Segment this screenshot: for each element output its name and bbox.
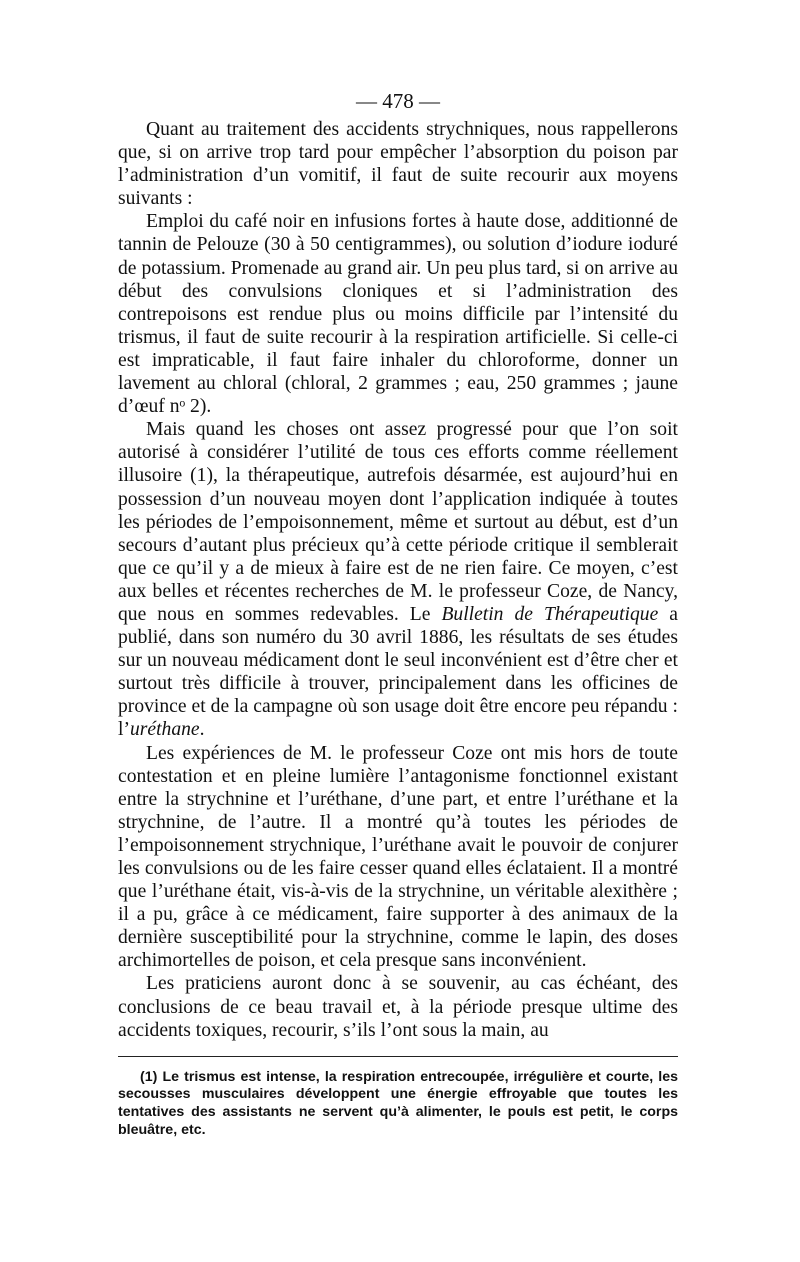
drug-name: uréthane bbox=[129, 719, 200, 741]
paragraph-treatment-intro bbox=[118, 118, 678, 210]
footnote: (1) Le trismus est intense, la respiration entrecoupée, irrégulière et courte, les secousses musculaires développent une énergie effroyable que toutes les tentatives des assistants ne servent qu’à alimenter, le pouls est petit, le corps bleuâtre, etc. bbox=[118, 1068, 678, 1138]
paragraph-text: Mais quand les choses ont assez progressé pour que l’on soit autorisé à considérer l’utilité de tous ces efforts comme réellement illusoire (1), la thérapeutique, autrefois désarmée, est aujourd’hui en possession d’un nouveau moyen dont l’application indiquée à toutes les périodes de l’empoisonnement, même et surtout au début, est d’un secours d’autant plus précieux qu’à cette période critique il semblerait que ce qu’il y a de mieux à faire est de ne rien faire. Ce moyen, c’est aux belles et récentes recherches de M. le professeur Coze, de Nancy, que nous en sommes redevables. Le bbox=[118, 419, 678, 625]
paragraph-text: Quant au traitement des accidents strychniques, nous rappellerons que, si on arrive trop tard pour empêcher l’absorption du poison par l’administration d’un vomitif, il faut de suite recourir aux moyens suivants : bbox=[118, 119, 678, 210]
journal-title: Bulletin de Thérapeutique bbox=[441, 603, 659, 625]
paragraph-text: Les expériences de M. le professeur Coze ont mis hors de toute contestation et en pleine lumière l’antagonisme fonctionnel existant entre la strychnine et l’uréthane, d’une part, et entre l’uréthane et la strychnine, de l’autre. Il a montré qu’à toutes les périodes de l’empoisonnement strychnique, l’uréthane avait le pouvoir de conjurer les convulsions ou de les faire cesser quand elles éclataient. Il a montré que l’uréthane était, vis-à-vis de la strychnine, un véritable alexithère ; il a pu, grâce à ce médicament, faire supporter à des animaux de la dernière susceptibilité pour la strychnine, comme le lapin, des doses archimortelles de poison, et cela presque sans inconvénient. bbox=[118, 742, 678, 972]
paragraph-conclusion bbox=[118, 972, 678, 1041]
page-number: — 478 — bbox=[356, 89, 440, 113]
paragraph-text: . bbox=[199, 719, 205, 741]
paragraph-experiments bbox=[118, 742, 678, 973]
body-text bbox=[118, 118, 678, 1042]
book-page bbox=[118, 88, 678, 1139]
footnote-divider bbox=[118, 1056, 678, 1057]
paragraph-remedies bbox=[118, 210, 678, 418]
paragraph-text: Emploi du café noir en infusions fortes à haute dose, additionné de tannin de Pelouze (30 à 50 centigrammes), ou solution d’iodure ioduré de potassium. Promenade au grand air. Un peu plus tard, si on arrive au début des convulsions cloniques et si l’administration des contrepoisons est rendue plus ou moins difficile par l’intensité du trismus, il faut de suite recourir à la respiration artificielle. Si celle-ci est impraticable, il faut faire inhaler du chloroforme, donner un lavement au chloral (chloral, 2 grammes ; eau, 250 grammes ; jaune d’œuf nᵒ 2). bbox=[118, 211, 678, 418]
paragraph-text: a publié, dans son numéro du 30 avril 1886, les résultats de ses études sur un nouveau médicament dont le seul inconvénient est d’être cher et surtout très difficile à trouver, principalement dans les officines de province et de la campagne où son usage doit être encore peu répandu : l’ bbox=[118, 603, 678, 741]
paragraph-text: Les praticiens auront donc à se souvenir, au cas échéant, des conclusions de ce beau travail et, à la période presque ultime des accidents toxiques, recourir, s’ils l’ont sous la main, au bbox=[118, 973, 678, 1041]
paragraph-new-remedy bbox=[118, 418, 678, 741]
